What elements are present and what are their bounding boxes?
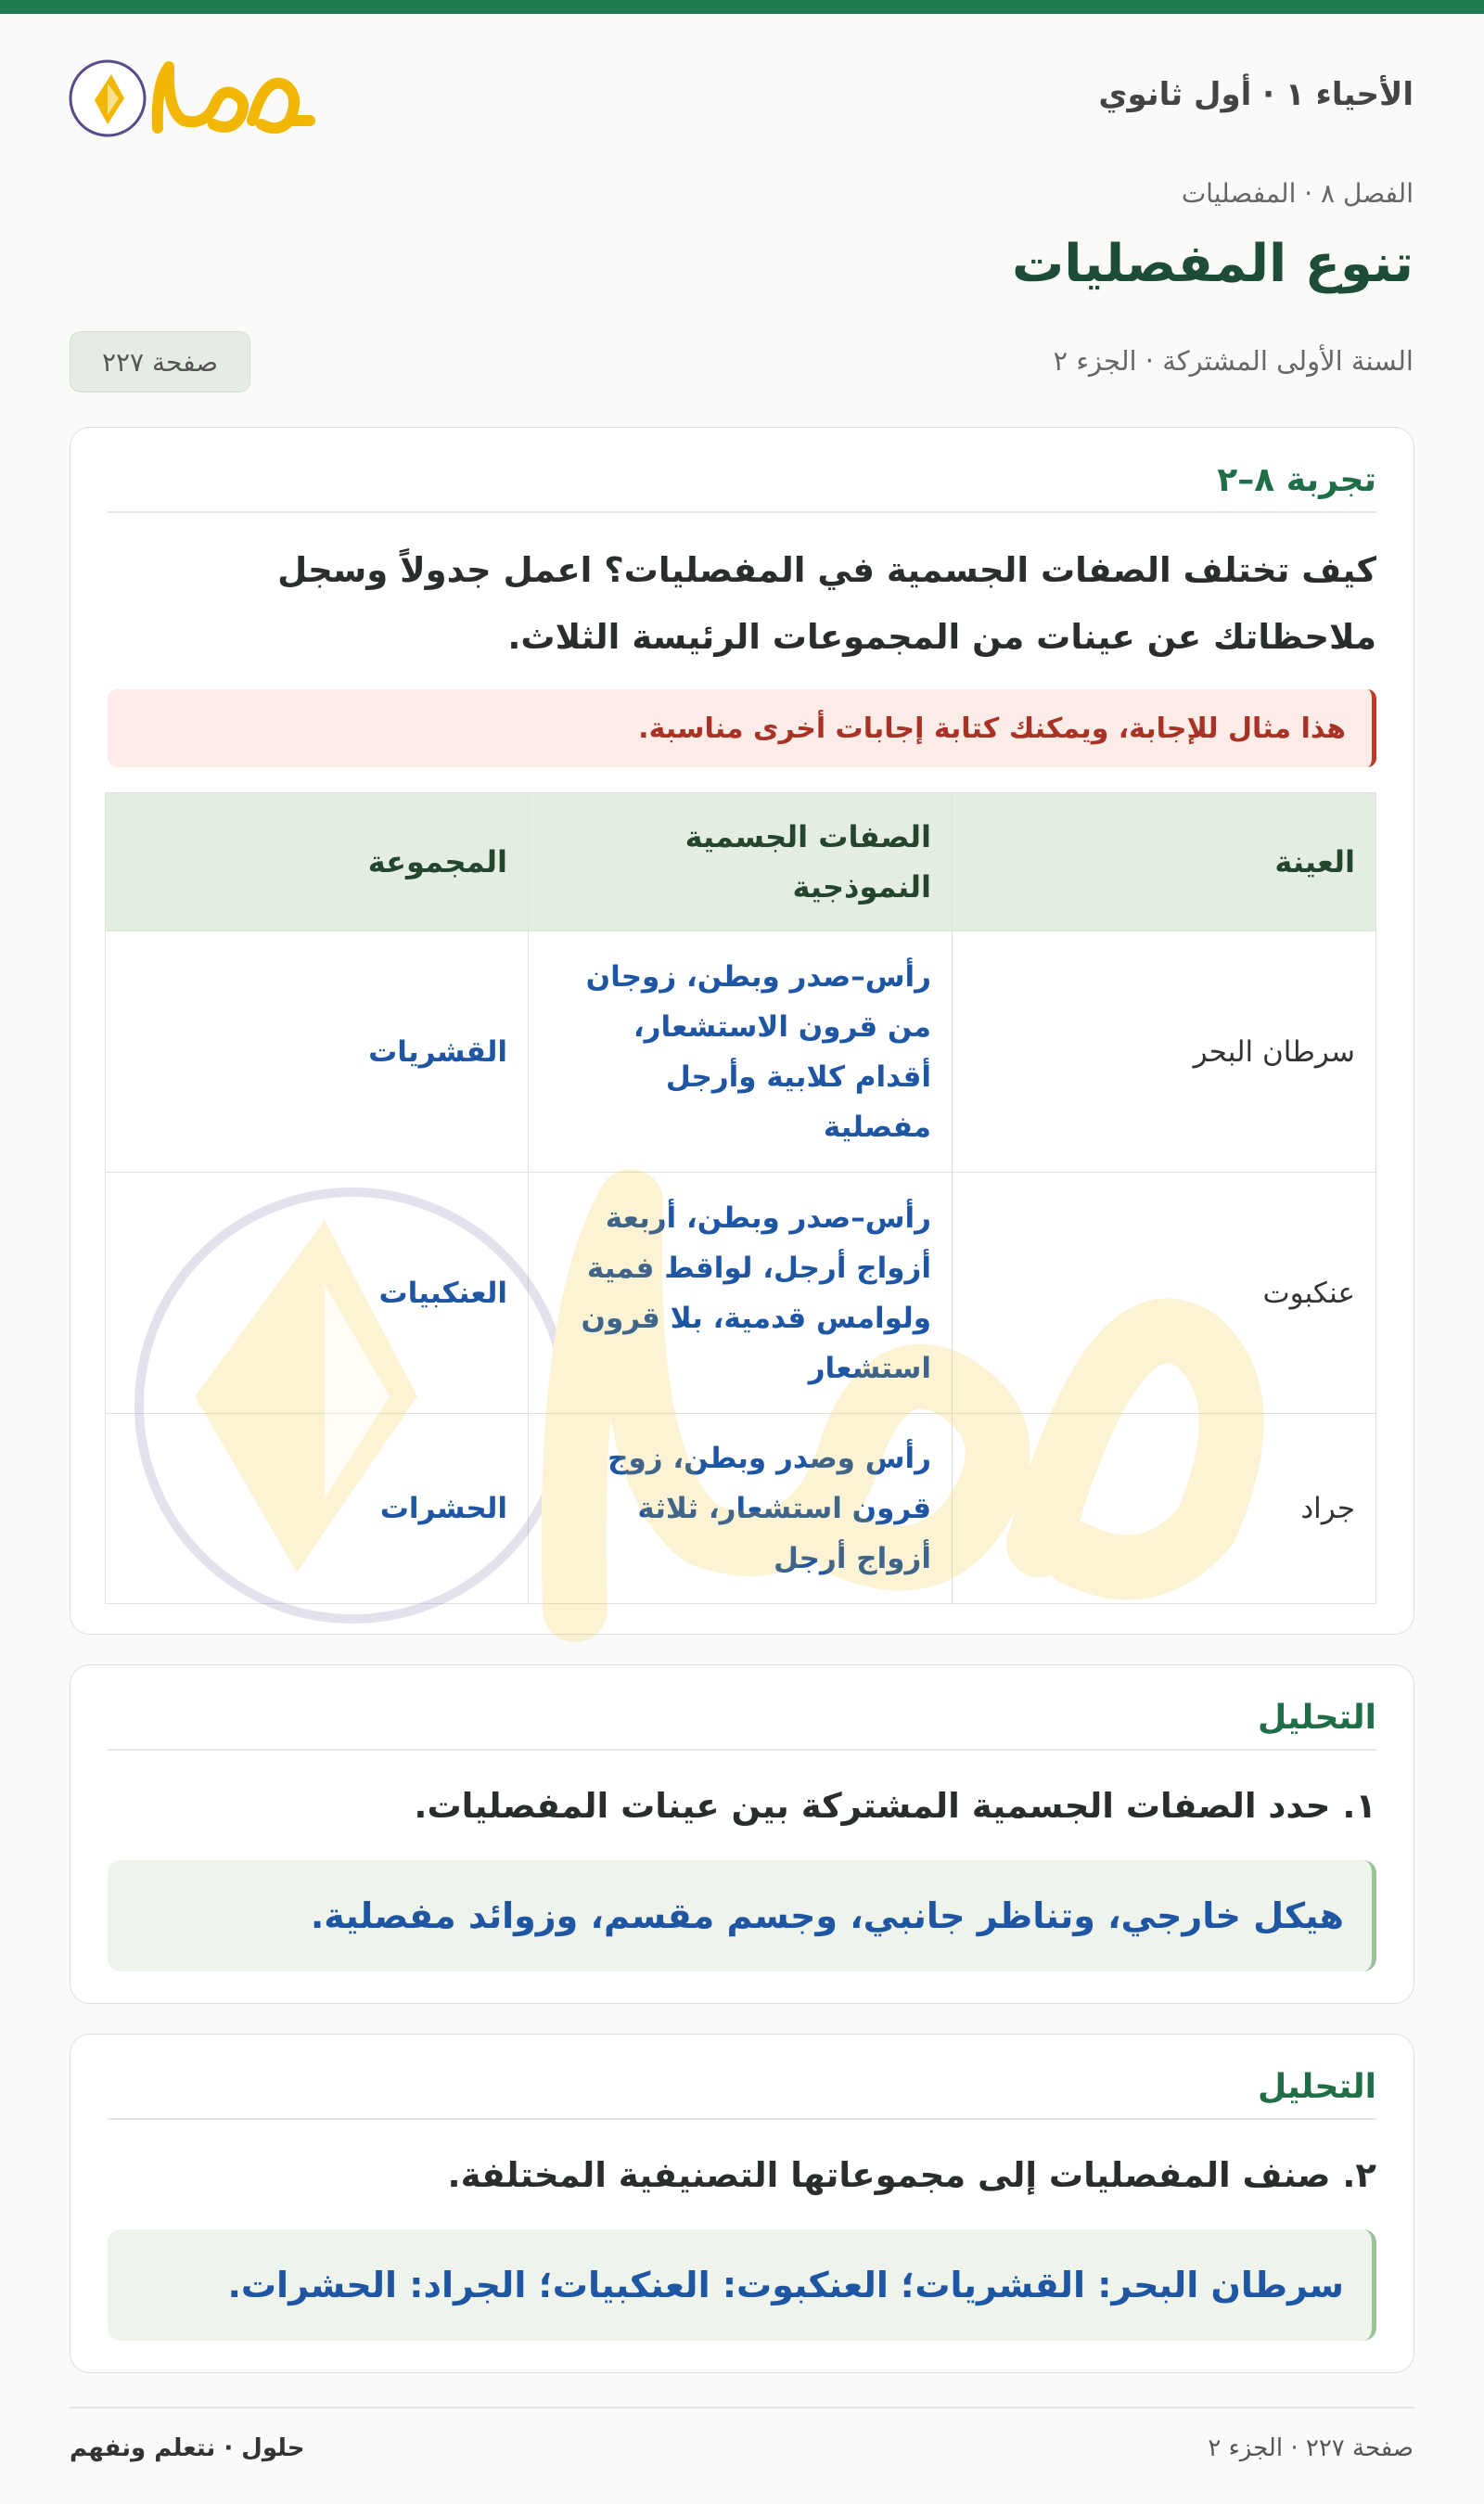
- book-meta: السنة الأولى المشتركة · الجزء ٢: [1053, 345, 1414, 377]
- trait-line: رأس–صدر وبطن، زوجان: [585, 959, 931, 994]
- cell-group: العنكبيات: [106, 1173, 529, 1414]
- table-row: [106, 1173, 1376, 1414]
- trait-line: رأس–صدر وبطن، أربعة: [605, 1201, 931, 1235]
- trait-line: أقدام كلابية وأرجل: [665, 1059, 931, 1094]
- question-line: ملاحظاتك عن عينات من المجموعات الرئيسة الثلاث.: [507, 617, 1376, 657]
- cell-group: الحشرات: [106, 1414, 529, 1604]
- analysis-answer: هيكل خارجي، وتناظر جانبي، وجسم مقسم، وزوائد مفصلية.: [108, 1860, 1376, 1971]
- cell-traits: [529, 1173, 953, 1414]
- trait-line: ولوامس قدمية، بلا قرون: [581, 1301, 931, 1335]
- cell-sample: سرطان البحر: [953, 931, 1376, 1173]
- analysis-card-2: [70, 2034, 1414, 2373]
- analysis-heading: [108, 2068, 1376, 2120]
- table-header-row: [106, 793, 1376, 931]
- trait-line: رأس وصدر وبطن، زوج: [608, 1442, 931, 1475]
- header-traits-line: النموذجية: [792, 869, 931, 905]
- trait-line: أزواج أرجل: [774, 1542, 931, 1575]
- trait-line: استشعار: [808, 1351, 931, 1385]
- footer-page: صفحة ٢٢٧ · الجزء ٢: [1208, 2434, 1414, 2462]
- analysis-heading: [108, 1699, 1376, 1751]
- header-sample: العينة: [953, 793, 1376, 931]
- analysis-heading-text: التحليل: [1257, 1699, 1376, 1737]
- footer-divider: [70, 2407, 1414, 2408]
- trait-line: مفصلية: [823, 1110, 931, 1144]
- analysis-answer: سرطان البحر: القشريات؛ العنكبوت: العنكبيات؛ الجراد: الحشرات.: [108, 2229, 1376, 2341]
- analysis-question: ١. حدد الصفات الجسمية المشتركة بين عينات المفصليات.: [414, 1786, 1376, 1826]
- analysis-card-1: [70, 1664, 1414, 2004]
- header-traits-line: الصفات الجسمية: [684, 819, 931, 854]
- table-row: [106, 931, 1376, 1173]
- experiment-heading: [108, 461, 1376, 513]
- experiment-heading-text: تجربة ٨–٢: [1217, 461, 1376, 499]
- table-row: [106, 1414, 1376, 1604]
- header-group: المجموعة: [106, 793, 529, 931]
- cell-traits: [529, 931, 953, 1173]
- observations-table: [105, 792, 1376, 1604]
- analysis-heading-text: التحليل: [1257, 2068, 1376, 2106]
- cell-group: القشريات: [106, 931, 529, 1173]
- cell-traits: [529, 1414, 953, 1604]
- hulul-logo: [67, 46, 317, 148]
- page-title: تنوع المفصليات: [1011, 234, 1414, 294]
- experiment-question: [108, 537, 1376, 671]
- cell-sample: عنكبوت: [953, 1173, 1376, 1414]
- page-badge: صفحة ٢٢٧: [70, 331, 250, 392]
- trait-line: قرون استشعار، ثلاثة: [637, 1492, 931, 1525]
- top-accent-bar: [0, 0, 1484, 14]
- header-traits: [529, 793, 953, 931]
- experiment-card: [70, 427, 1414, 1635]
- analysis-question: ٢. صنف المفصليات إلى مجموعاتها التصنيفية المختلفة.: [447, 2155, 1376, 2195]
- question-line: كيف تختلف الصفات الجسمية في المفصليات؟ اعمل جدولاً وسجل: [277, 550, 1376, 590]
- trait-line: من قرون الاستشعار،: [633, 1009, 931, 1044]
- chapter-label: الفصل ٨ · المفصليات: [1181, 178, 1414, 209]
- subject-breadcrumb: الأحياء ١ · أول ثانوي: [1098, 76, 1414, 113]
- cell-sample: جراد: [953, 1414, 1376, 1604]
- example-answer-note: هذا مثال للإجابة، ويمكنك كتابة إجابات أخرى مناسبة.: [108, 689, 1376, 767]
- footer-brand: حلول · نتعلم ونفهم: [70, 2434, 305, 2462]
- trait-line: أزواج أرجل، لواقط فمية: [586, 1251, 931, 1285]
